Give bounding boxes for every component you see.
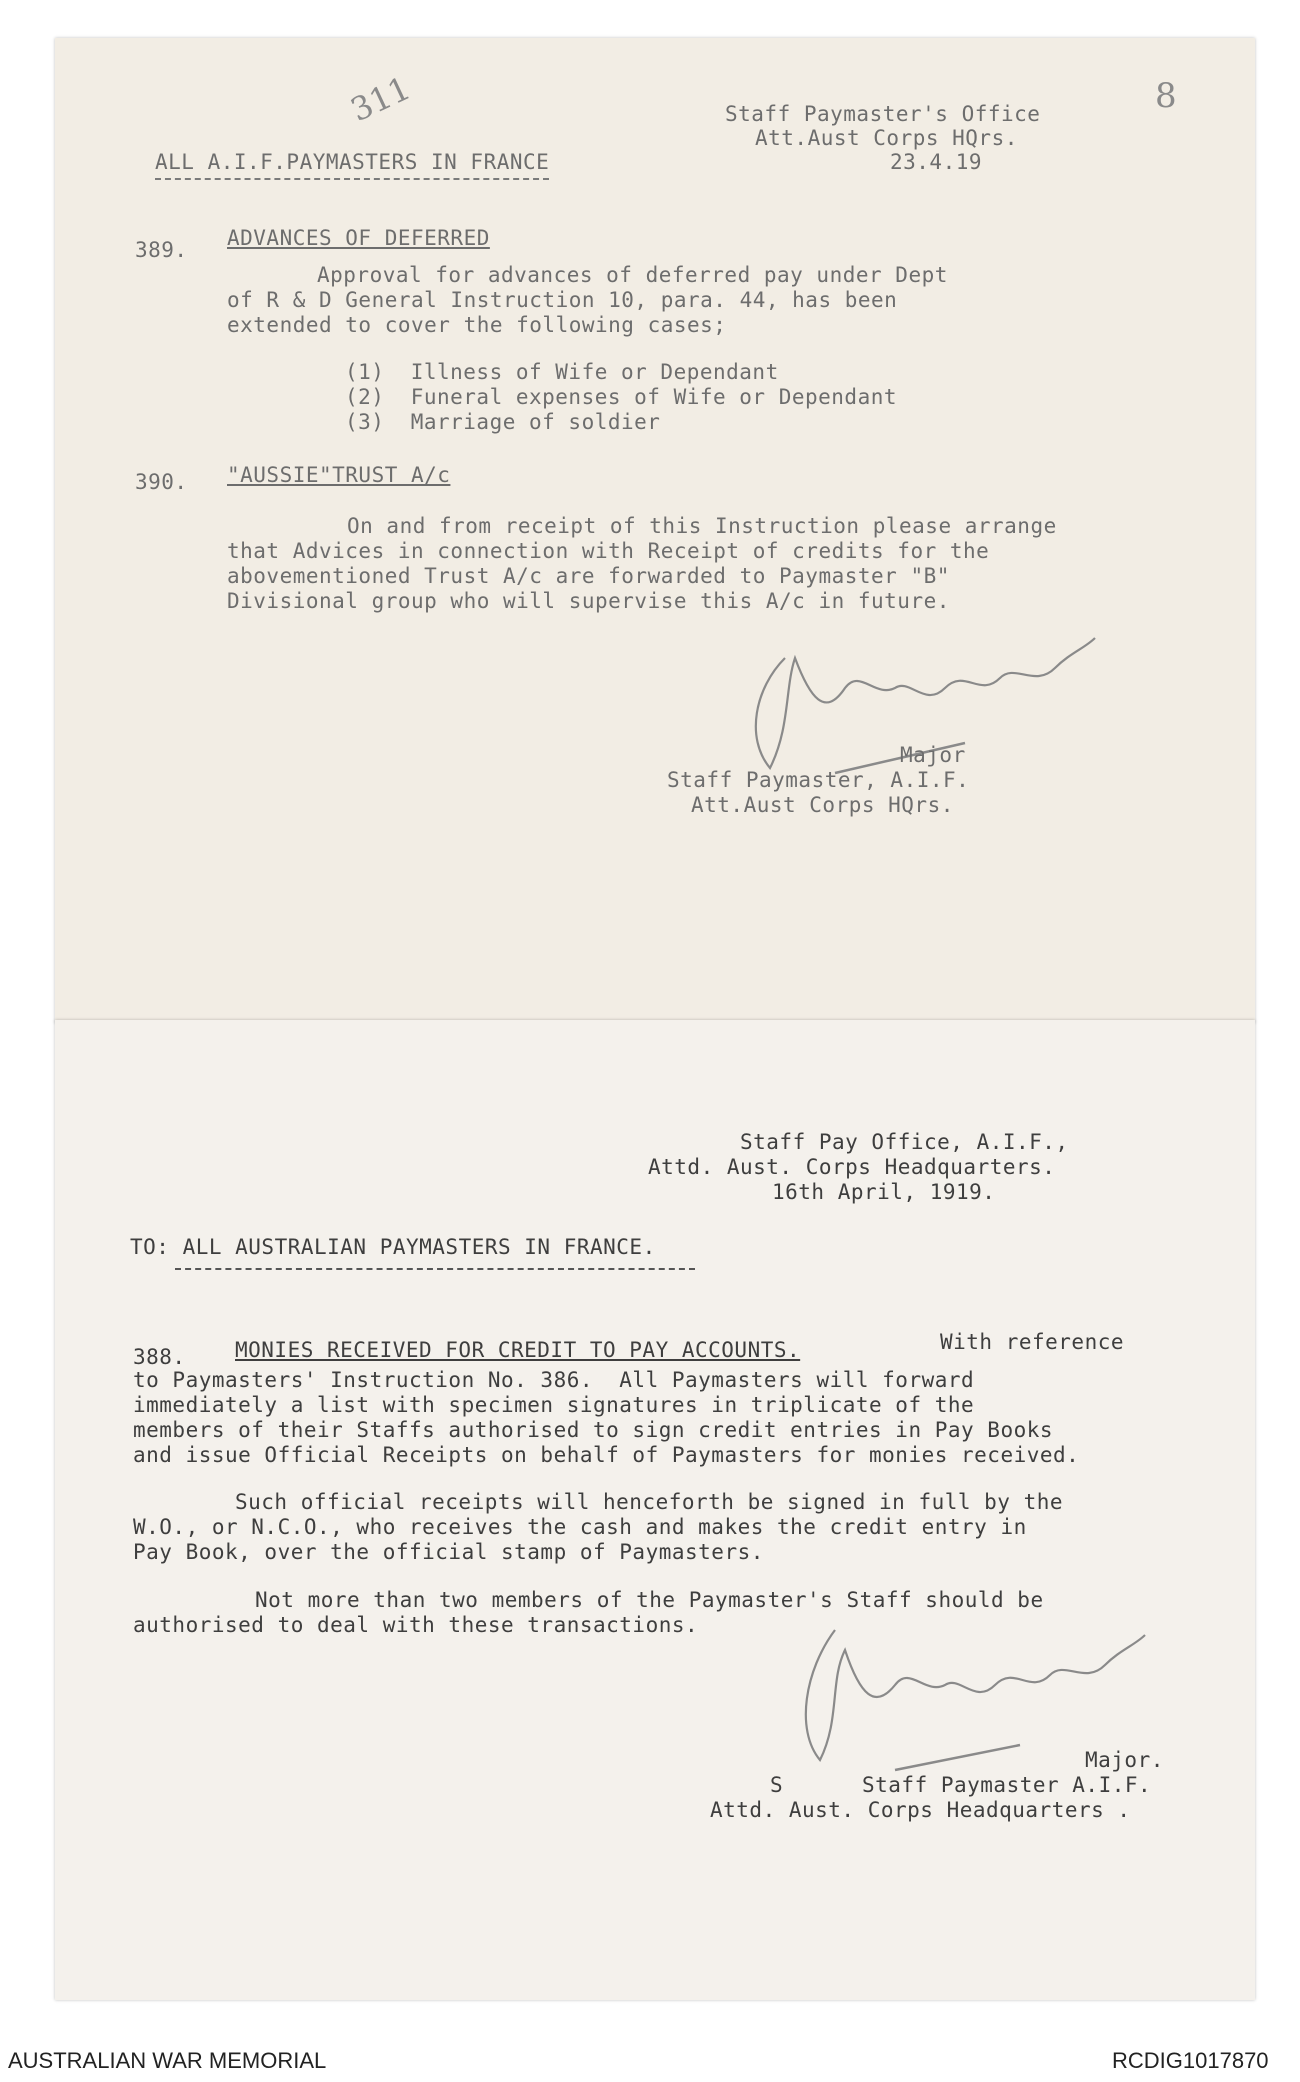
item-390-line-4: Divisional group who will supervise this A/c in future.: [227, 589, 950, 613]
memo2-addressee: TO: ALL AUSTRALIAN PAYMASTERS IN FRANCE.: [130, 1235, 656, 1259]
item-390-heading: "AUSSIE"TRUST A/c: [227, 463, 451, 487]
memo-sheet-lower: [55, 1020, 1255, 2000]
memo1-addressee: ALL A.I.F.PAYMASTERS IN FRANCE: [155, 150, 549, 180]
para3-line-1: Not more than two members of the Paymaster's Staff should be: [255, 1588, 1044, 1612]
case-2: (2) Funeral expenses of Wife or Dependant: [345, 385, 898, 409]
item-390-line-2: that Advices in connection with Receipt of credits for the: [227, 539, 990, 563]
para1-line-2: immediately a list with specimen signatures in triplicate of the: [133, 1393, 975, 1417]
para2-line-3: Pay Book, over the official stamp of Paymasters.: [133, 1540, 764, 1564]
case-1: (1) Illness of Wife or Dependant: [345, 360, 779, 384]
footer-institution: AUSTRALIAN WAR MEMORIAL: [8, 2048, 327, 2073]
case-3: (3) Marriage of soldier: [345, 410, 661, 434]
item-390-line-3: abovementioned Trust A/c are forwarded to Paymaster "B": [227, 564, 950, 588]
memo-sheet-upper: [55, 38, 1255, 1023]
item-390-line-1: On and from receipt of this Instruction please arrange: [347, 514, 1057, 538]
item-389-line-1: Approval for advances of deferred pay under Dept: [317, 263, 948, 287]
page-number: 8: [1155, 76, 1177, 116]
item-388-number: 388.: [133, 1345, 186, 1369]
folio-number: 311: [344, 68, 417, 130]
para1-line-1: to Paymasters' Instruction No. 386. All Paymasters will forward: [133, 1368, 975, 1392]
para2-line-1: Such official receipts will henceforth be signed in full by the: [235, 1490, 1064, 1514]
para1-line-4: and issue Official Receipts on behalf of Paymasters for monies received.: [133, 1443, 1080, 1467]
office-date: 16th April, 1919.: [772, 1180, 996, 1204]
item-388-heading: MONIES RECEIVED FOR CREDIT TO PAY ACCOUNTS.: [235, 1338, 801, 1362]
item-389-number: 389.: [135, 238, 188, 262]
office-line-2: Att.Aust Corps HQrs.: [755, 126, 1018, 150]
office-date: 23.4.19: [890, 150, 983, 174]
footer-record-id: RCDIG1017870: [1112, 2048, 1269, 2073]
signature-rank-lower: Major.: [1085, 1748, 1164, 1772]
office-line-1: Staff Paymaster's Office: [725, 102, 1041, 126]
item-389-heading: ADVANCES OF DEFERRED: [227, 226, 490, 250]
addressee-underline: [175, 1268, 695, 1270]
item-389-line-2: of R & D General Instruction 10, para. 44, has been: [227, 288, 898, 312]
para3-line-2: authorised to deal with these transactions.: [133, 1613, 699, 1637]
item-390-number: 390.: [135, 470, 188, 494]
signature-title-upper: Staff Paymaster, A.I.F.: [667, 768, 970, 792]
office-line-1: Staff Pay Office, A.I.F.,: [740, 1130, 1069, 1154]
item-388-heading-tail: With reference: [940, 1330, 1125, 1354]
signature-rank-upper: Major: [900, 743, 966, 767]
office-line-2: Attd. Aust. Corps Headquarters.: [648, 1155, 1056, 1179]
signature-unit-upper: Att.Aust Corps HQrs.: [691, 793, 954, 817]
para2-line-2: W.O., or N.C.O., who receives the cash and makes the credit entry in: [133, 1515, 1027, 1539]
signature-unit-lower: Attd. Aust. Corps Headquarters .: [710, 1798, 1131, 1822]
signature-title-lower: S Staff Paymaster A.I.F.: [770, 1773, 1152, 1797]
para1-line-3: members of their Staffs authorised to sign credit entries in Pay Books: [133, 1418, 1054, 1442]
item-389-line-3: extended to cover the following cases;: [227, 313, 727, 337]
